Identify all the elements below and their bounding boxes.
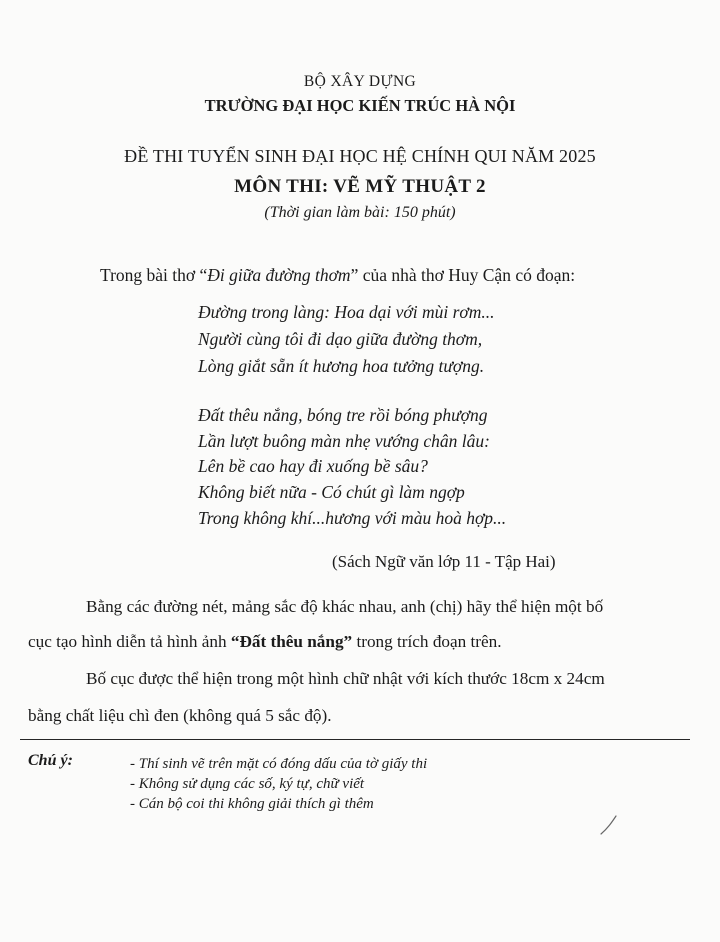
pen-mark-icon bbox=[598, 815, 620, 835]
poem-line: Người cùng tôi đi dạo giữa đường thơm, bbox=[198, 329, 483, 349]
poem-title: Đi giữa đường thơm bbox=[207, 265, 351, 285]
poem-line: Lên bề cao hay đi xuống bề sâu? bbox=[198, 456, 428, 476]
intro-prefix: Trong bài thơ “ bbox=[100, 265, 208, 285]
note-item: - Cán bộ coi thi không giải thích gì thêm bbox=[130, 796, 374, 812]
task-text-line-with-term bbox=[28, 632, 502, 652]
poem-line: Đường trong làng: Hoa dại với mùi rơm... bbox=[198, 302, 495, 322]
poem-line: Không biết nữa - Có chút gì làm ngợp bbox=[198, 482, 465, 502]
poem-introduction bbox=[100, 265, 575, 286]
poem-line: Lòng giắt sẵn ít hương hoa tưởng tượng. bbox=[198, 356, 485, 376]
notes-label: Chú ý: bbox=[28, 752, 73, 769]
poem-line: Đất thêu nắng, bóng tre rồi bóng phượng bbox=[198, 405, 488, 425]
task-text-prefix: cục tạo hình diễn tả hình ảnh bbox=[28, 632, 231, 651]
note-item: - Không sử dụng các số, ký tự, chữ viết bbox=[130, 776, 365, 792]
note-item: - Thí sinh vẽ trên mặt có đóng dấu của tờ giấy thi bbox=[130, 756, 428, 772]
intro-suffix: ” của nhà thơ Huy Cận có đoạn: bbox=[350, 265, 576, 285]
task-text-line: Bằng các đường nét, mảng sắc độ khác nhau, anh (chị) hãy thể hiện một bố bbox=[86, 597, 604, 616]
poem-source: (Sách Ngữ văn lớp 11 - Tập Hai) bbox=[332, 552, 556, 571]
task-text-line: bằng chất liệu chì đen (không quá 5 sắc độ). bbox=[28, 706, 332, 725]
highlighted-term: “Đất thêu nắng” bbox=[230, 632, 353, 651]
section-divider bbox=[20, 739, 690, 740]
poem-line: Lần lượt buông màn nhẹ vướng chân lâu: bbox=[198, 431, 490, 451]
university-name: TRƯỜNG ĐẠI HỌC KIẾN TRÚC HÀ NỘI bbox=[204, 96, 516, 115]
exam-duration: (Thời gian làm bài: 150 phút) bbox=[264, 204, 456, 221]
task-text-suffix: trong trích đoạn trên. bbox=[352, 632, 502, 651]
poem-line: Trong không khí...hương với màu hoà hợp... bbox=[198, 508, 507, 528]
task-text-line: Bố cục được thể hiện trong một hình chữ nhật với kích thước 18cm x 24cm bbox=[86, 669, 605, 688]
exam-title: ĐỀ THI TUYỂN SINH ĐẠI HỌC HỆ CHÍNH QUI NĂM 2025 bbox=[124, 146, 596, 166]
ministry-name: BỘ XÂY DỰNG bbox=[303, 73, 417, 90]
exam-subject: MÔN THI: VẼ MỸ THUẬT 2 bbox=[234, 176, 486, 197]
